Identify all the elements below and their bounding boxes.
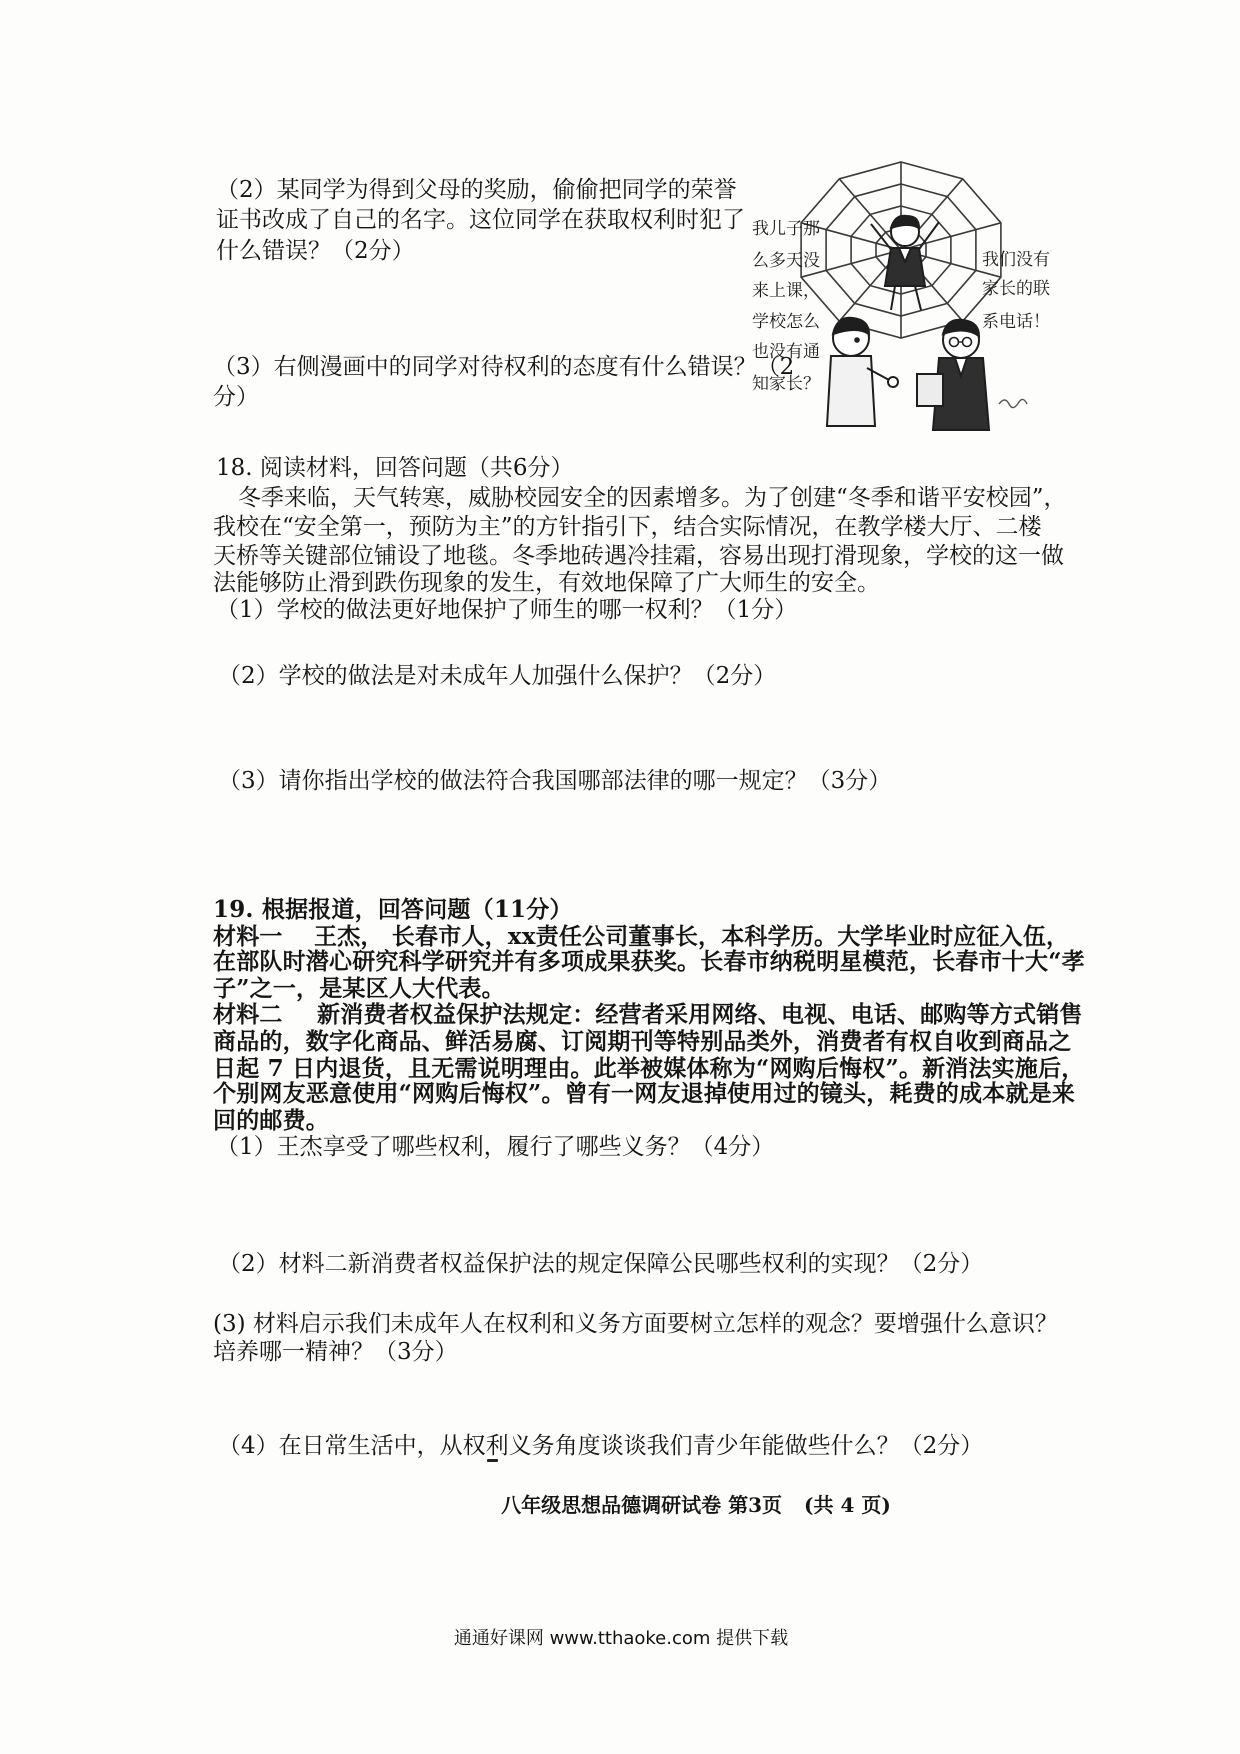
- q18-material-line: 天桥等关键部位铺设了地毯。冬季地砖遇冷挂霜，容易出现打滑现象，学校的这一做: [213, 543, 1064, 569]
- q19-question-4: （4）在日常生活中，从权利义务角度谈谈我们青少年能做些什么？（2分）: [218, 1433, 984, 1459]
- parent-eye: [855, 338, 859, 342]
- footer-page-total: (共 4 页): [804, 1493, 891, 1517]
- q19-material2-line: 个别网友恶意使用“网购后悔权”。曾有一网友退掉使用过的镜头，耗费的成本就是来: [213, 1080, 1076, 1107]
- q18-question-2: （2）学校的做法是对未成年人加强什么保护？（2分）: [218, 663, 777, 689]
- q19-material2-line: 日起 7 日内退货，且无需说明理由。此举被媒体称为“网购后悔权”。新消法实施后，: [213, 1055, 1085, 1082]
- footer-page-label: 八年级思想品德调研试卷 第3页: [501, 1493, 783, 1517]
- q19-question-3-line: 培养哪一精神？（3分）: [213, 1339, 458, 1365]
- q19-material1-line: 王杰， 长春市人，xx责任公司董事长，本科学历。大学毕业时应征入伍，: [314, 923, 1070, 950]
- q17-part2-line: （2）某同学为得到父母的奖励，偷偷把同学的荣誉: [216, 177, 737, 203]
- q18-material-line: 法能够防止滑到跌伤现象的发生，有效地保障了广大师生的安全。: [213, 570, 880, 596]
- teacher-book: [917, 374, 943, 406]
- teacher-speech-line: 我们没有: [982, 250, 1050, 270]
- q17-part2-line: 证书改成了自己的名字。这位同学在获取权利时犯了: [216, 207, 745, 233]
- q18-question-3: （3）请你指出学校的做法符合我国哪部法律的哪一规定？（3分）: [218, 768, 892, 794]
- q17-part3-line: （3）右侧漫画中的同学对待权利的态度有什么错误？（2: [213, 354, 795, 380]
- student-left-leg: [891, 286, 895, 310]
- parent-speech-line: 知家长？: [752, 374, 820, 394]
- parent-hand: [888, 377, 898, 387]
- q19-material1-label: 材料一: [213, 923, 283, 950]
- q18-title: 18. 阅读材料，回答问题（共6分）: [216, 455, 574, 481]
- parent-speech-line: 么多天没: [752, 251, 820, 271]
- teacher-figure: [917, 320, 989, 430]
- q19-material1-line: 在部队时潜心研究科学研究并有多项成果获奖。长春市纳税明星模范，长春市十大“孝: [213, 948, 1085, 975]
- teacher-speech-line: 家长的联: [982, 279, 1050, 299]
- q19-material1-line: 子”之一，是某区人大代表。: [213, 975, 505, 1002]
- q18-material-line: 冬季来临，天气转寒，威胁校园安全的因素增多。为了创建“冬季和谐平安校园”，: [238, 485, 1067, 511]
- parent-speech-line: 也没有通: [752, 342, 820, 362]
- q19-material2-line: 回的邮费。: [213, 1107, 329, 1134]
- q18-question-1: （1）学校的做法更好地保护了师生的哪一权利？（1分）: [216, 597, 798, 623]
- q19-title: 19. 根据报道，回答问题（11分）: [213, 896, 573, 923]
- parent-speech-line: 学校怎么: [752, 312, 820, 332]
- parent-body: [827, 356, 875, 426]
- parent-speech-line: 我儿子那: [752, 219, 820, 239]
- q19-question-1: （1）王杰享受了哪些权利，履行了哪些义务？（4分）: [216, 1134, 775, 1160]
- q17-part2-line: 什么错误？（2分）: [216, 238, 415, 264]
- q19-question-2: （2）材料二新消费者权益保护法的规定保障公民哪些权利的实现？（2分）: [218, 1251, 984, 1277]
- parent-speech-line: 来上课，: [752, 281, 820, 301]
- q19-question-3-line: (3) 材料启示我们未成年人在权利和义务方面要树立怎样的观念？要增强什么意识？: [213, 1311, 1058, 1337]
- q19-material2-label: 材料二: [213, 1001, 283, 1028]
- download-watermark: 通通好课网 www.tthaoke.com 提供下载: [453, 1628, 789, 1649]
- artist-signature-mark: [999, 399, 1027, 407]
- q19-material2-line: 商品的，数字化商品、鲜活易腐、订阅期刊等特别品类外，消费者有权自收到商品之: [213, 1028, 1072, 1055]
- teacher-speech-line: 系电话！: [982, 312, 1050, 332]
- page-footer: [501, 1493, 891, 1517]
- q19-material2-line: 新消费者权益保护法规定：经营者采用网络、电视、电话、邮购等方式销售: [317, 1001, 1083, 1028]
- q17-part3-line: 分）: [213, 384, 259, 410]
- scan-artifact-mark: [487, 1459, 498, 1462]
- q18-material-line: 我校在“安全第一，预防为主”的方针指引下，结合实际情况，在教学楼大厅、二楼: [213, 514, 1042, 540]
